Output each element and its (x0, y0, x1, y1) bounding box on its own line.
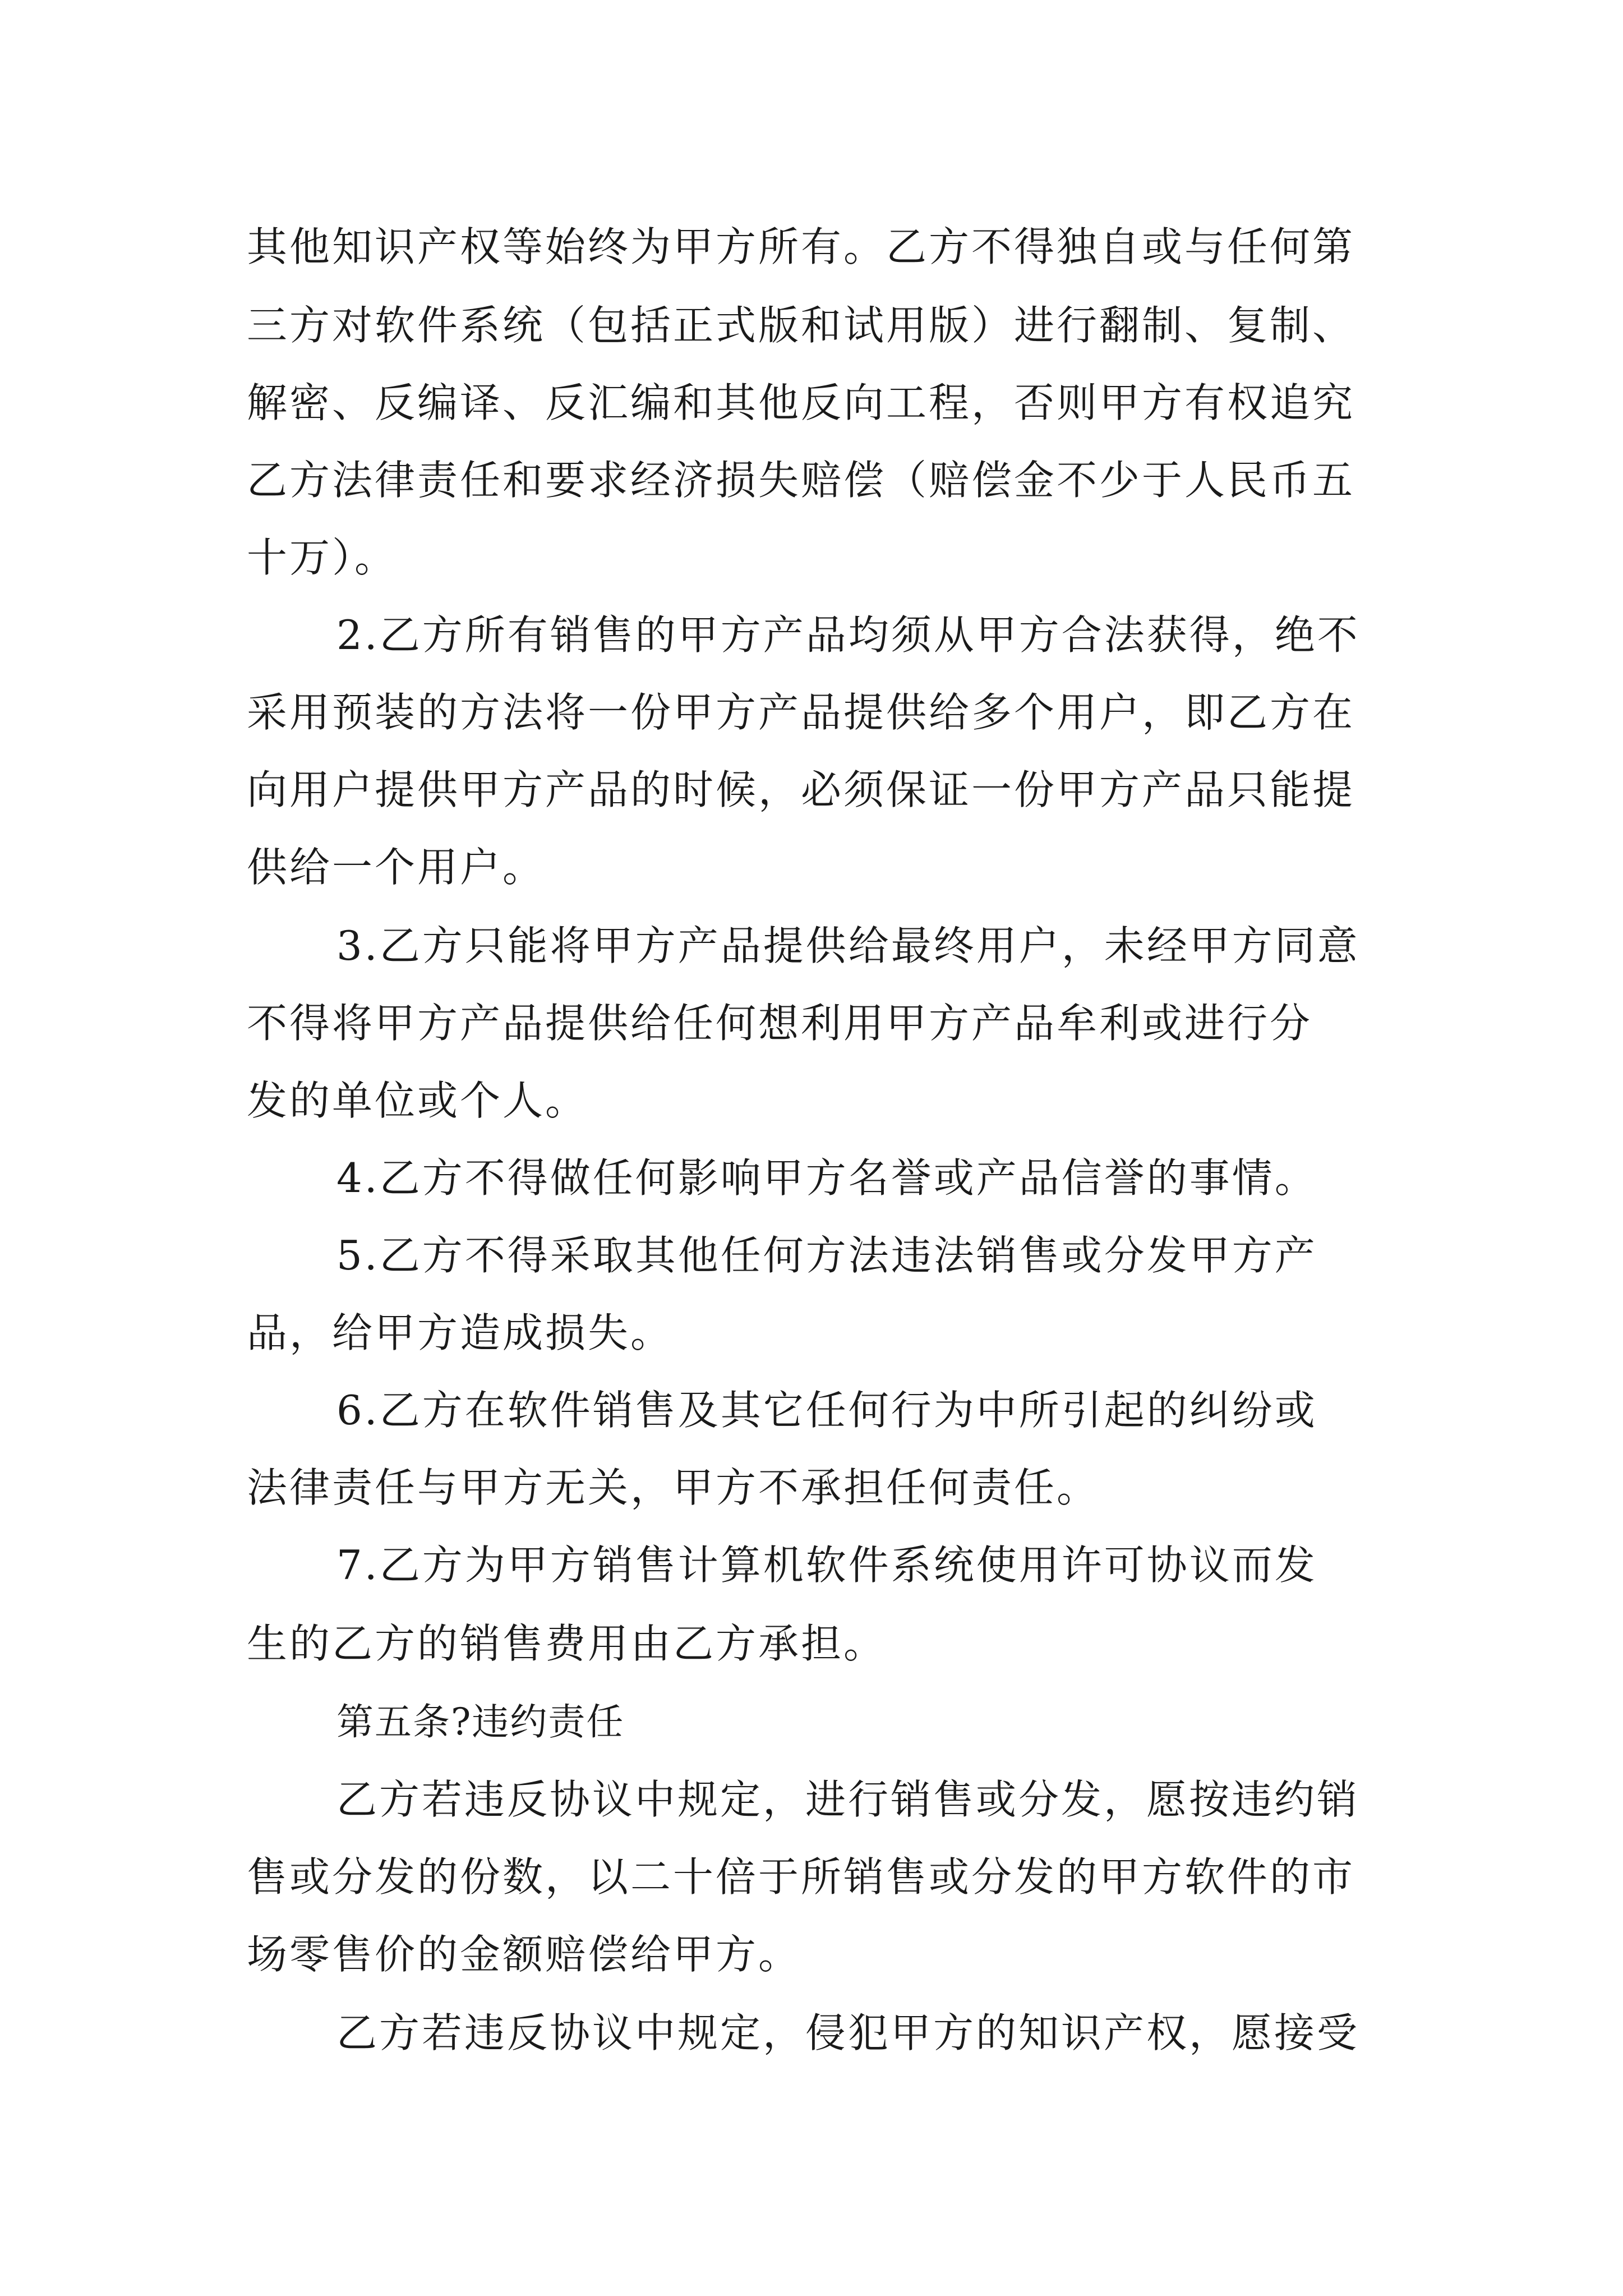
text-line: 发的单位或个人。 (247, 1077, 588, 1124)
clause-7: 7.乙方为甲方销售计算机软件系统使用许可协议而发 (336, 1542, 1317, 1589)
text-line: 其他知识产权等始终为甲方所有。乙方不得独自或与任何第 (247, 223, 1355, 270)
section-heading: 第五条?违约责任 (336, 1700, 625, 1743)
text-line: 向用户提供甲方产品的时候，必须保证一份甲方产品只能提 (247, 766, 1355, 813)
text-line: 三方对软件系统（包括正式版和试用版）进行翻制、复制、 (247, 302, 1355, 349)
text-line: 解密、反编译、反汇编和其他反向工程，否则甲方有权追究 (247, 379, 1355, 426)
paragraph-start: 乙方若违反协议中规定，侵犯甲方的知识产权，愿接受 (336, 2009, 1360, 2056)
text-line: 不得将甲方产品提供给任何想利用甲方产品牟利或进行分 (247, 1000, 1313, 1047)
clause-3: 3.乙方只能将甲方产品提供给最终用户，未经甲方同意 (336, 922, 1360, 969)
text-line: 售或分发的份数，以二十倍于所销售或分发的甲方软件的市 (247, 1853, 1355, 1901)
text-line: 生的乙方的销售费用由乙方承担。 (247, 1620, 887, 1667)
text-line: 乙方法律责任和要求经济损失赔偿（赔偿金不少于人民币五 (247, 457, 1355, 504)
clause-4: 4.乙方不得做任何影响甲方名誉或产品信誉的事情。 (336, 1154, 1317, 1202)
clause-2: 2.乙方所有销售的甲方产品均须从甲方合法获得，绝不 (336, 611, 1360, 659)
text-line: 场零售价的金额赔偿给甲方。 (247, 1931, 801, 1978)
text-line: 十万）。 (247, 534, 398, 581)
text-line: 采用预装的方法将一份甲方产品提供给多个用户，即乙方在 (247, 689, 1355, 736)
text-line: 法律责任与甲方无关，甲方不承担任何责任。 (247, 1464, 1100, 1511)
paragraph-start: 乙方若违反协议中规定，进行销售或分发，愿按违约销 (336, 1776, 1360, 1823)
clause-6: 6.乙方在软件销售及其它任何行为中所引起的纠纷或 (336, 1387, 1317, 1434)
clause-5: 5.乙方不得采取其他任何方法违法销售或分发甲方产 (336, 1232, 1317, 1279)
text-line: 品，给甲方造成损失。 (247, 1309, 674, 1356)
text-line: 供给一个用户。 (247, 844, 546, 891)
